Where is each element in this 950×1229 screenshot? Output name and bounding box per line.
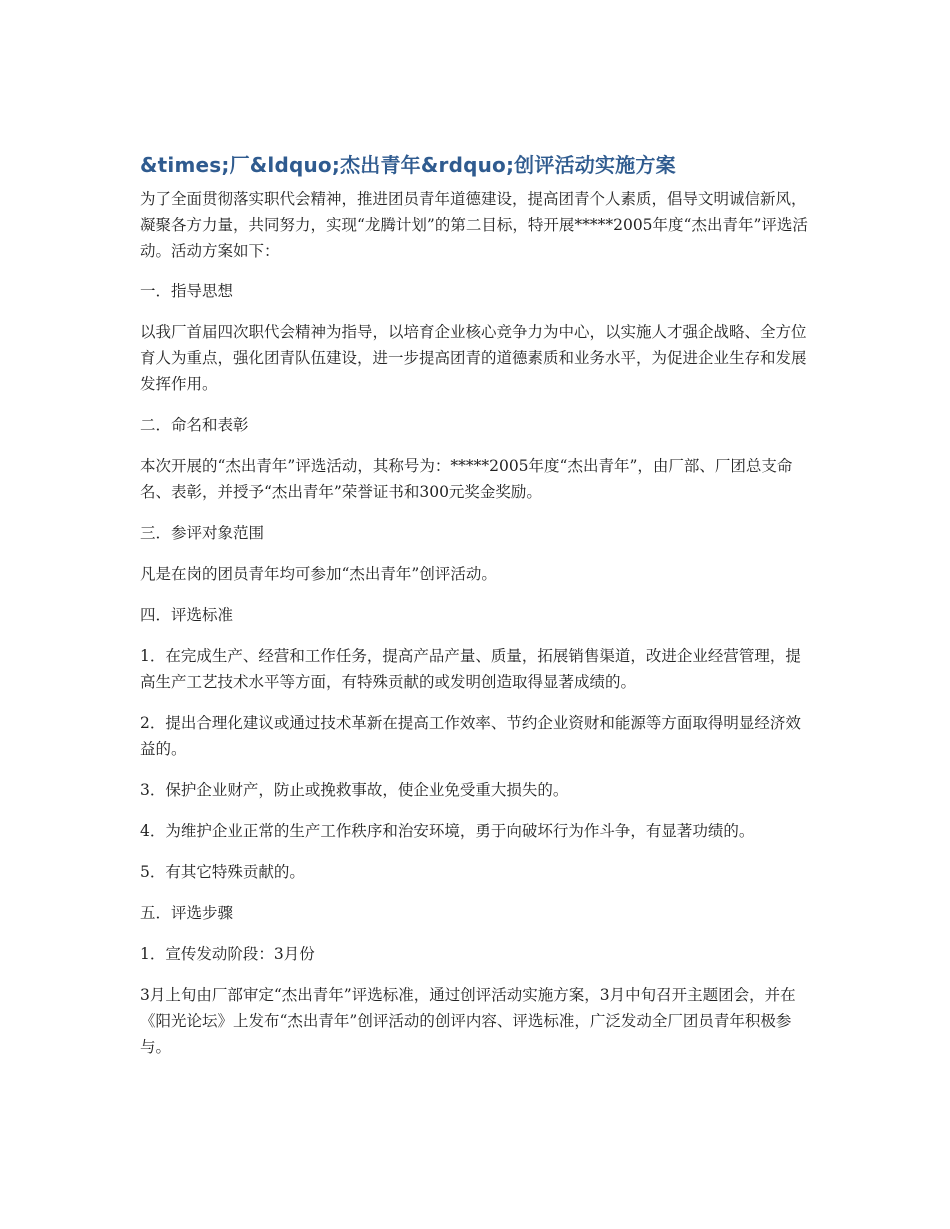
section-guiding-ideology <box>140 278 812 397</box>
intro-paragraph: 为了全面贯彻落实职代会精神，推进团员青年道德建设，提高团青个人素质，倡导文明诚信新风，凝聚各方力量，共同努力，实现“龙腾计划”的第二目标，特开展*****2005年度“杰出青年”评选活动。活动方案如下： <box>140 190 808 260</box>
criteria-item: 1．在完成生产、经营和工作任务，提高产品产量、质量，拓展销售渠道，改进企业经营管理，提高生产工艺技术水平等方面，有特殊贡献的或发明创造取得显著成绩的。 <box>140 647 801 691</box>
section-selection-steps <box>140 900 812 1060</box>
section-eligibility-scope <box>140 520 812 587</box>
document-page <box>140 150 812 1075</box>
criteria-item: 5．有其它特殊贡献的。 <box>140 863 305 881</box>
section-naming-commendation <box>140 412 812 505</box>
criteria-item: 4．为维护企业正常的生产工作秩序和治安环境，勇于向破坏行为作斗争，有显著功绩的。 <box>140 822 755 840</box>
section-heading: 一．指导思想 <box>140 282 234 300</box>
section-heading: 二．命名和表彰 <box>140 416 249 434</box>
section-heading: 五．评选步骤 <box>140 904 234 922</box>
section-selection-criteria <box>140 602 812 885</box>
section-heading: 三．参评对象范围 <box>140 524 265 542</box>
criteria-item: 2．提出合理化建议或通过技术革新在提高工作效率、节约企业资财和能源等方面取得明显经济效益的。 <box>140 714 801 758</box>
section-paragraph: 凡是在岗的团员青年均可参加“杰出青年”创评活动。 <box>140 565 497 583</box>
criteria-item: 3．保护企业财产，防止或挽救事故，使企业免受重大损失的。 <box>140 781 569 799</box>
section-paragraph: 以我厂首届四次职代会精神为指导，以培育企业核心竞争力为中心，以实施人才强企战略、全方位育人为重点，强化团青队伍建设，进一步提高团青的道德素质和业务水平，为促进企业生存和发展发挥作用。 <box>140 323 807 393</box>
section-paragraph: 本次开展的“杰出青年”评选活动，其称号为：*****2005年度“杰出青年”，由厂部、厂团总支命名、表彰，并授予“杰出青年”荣誉证书和300元奖金奖励。 <box>140 457 793 501</box>
document-title: &times;厂&ldquo;杰出青年&rdquo;创评活动实施方案 <box>140 153 676 177</box>
section-heading: 四．评选标准 <box>140 606 234 624</box>
step-item: 1．宣传发动阶段：3月份 <box>140 945 315 963</box>
section-paragraph: 3月上旬由厂部审定“杰出青年”评选标准，通过创评活动实施方案，3月中旬召开主题团会，并在《阳光论坛》上发布“杰出青年”创评活动的创评内容、评选标准，广泛发动全厂团员青年积极参与。 <box>140 986 796 1056</box>
